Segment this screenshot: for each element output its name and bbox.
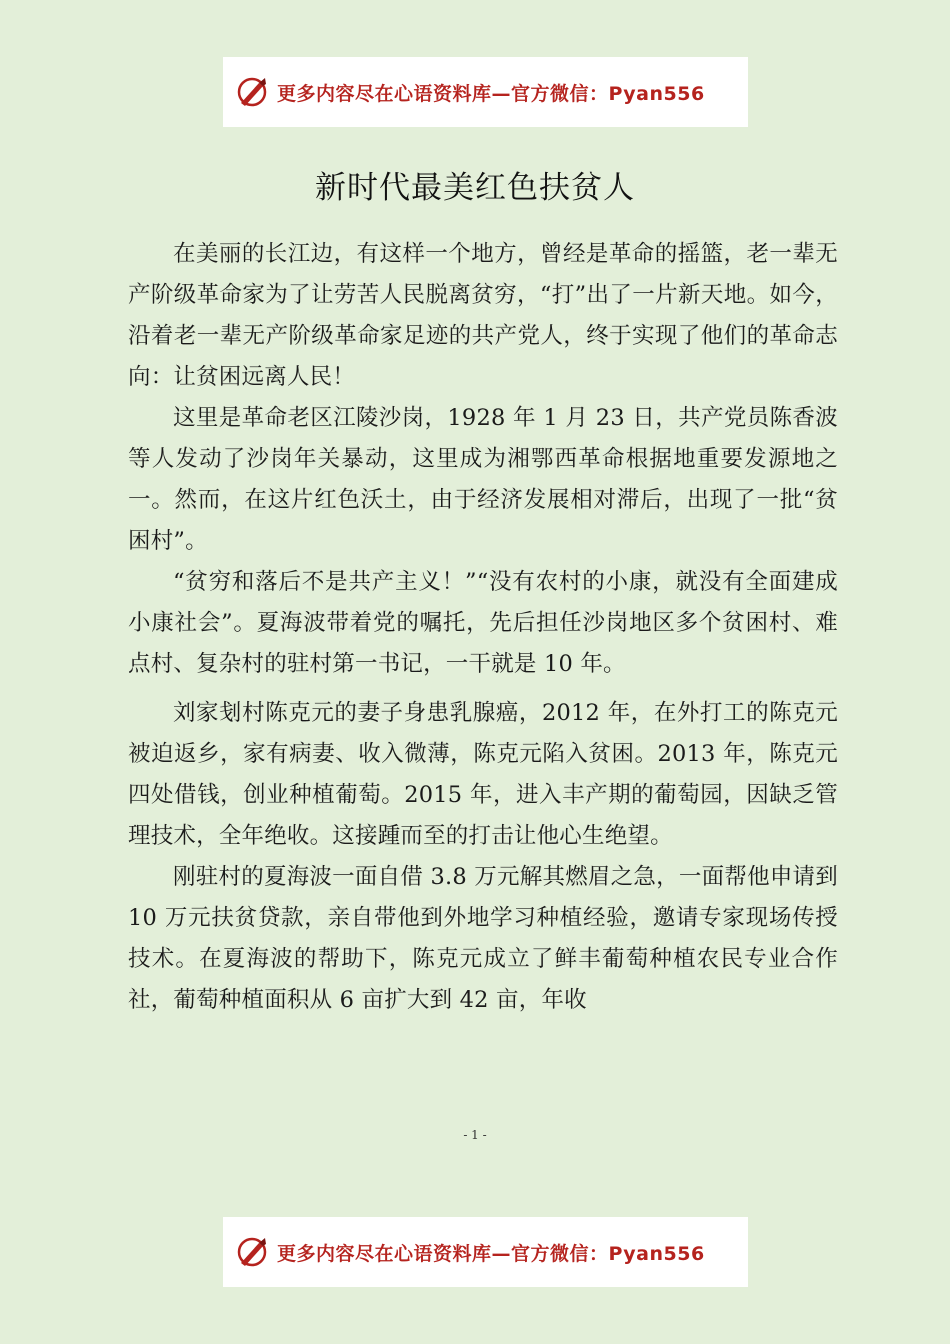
paragraph-1: 在美丽的长江边，有这样一个地方，曾经是革命的摇篮，老一辈无产阶级革命家为了让劳苦人民脱离贫穷，“打”出了一片新天地。如今，沿着老一辈无产阶级革命家足迹的共产党人，终于实现了他们的革命志向：让贫困远离人民！: [128, 241, 838, 390]
footer-banner-text: 更多内容尽在心语资料库—官方微信：Pyan556: [277, 1242, 705, 1265]
header-banner-text: 更多内容尽在心语资料库—官方微信：Pyan556: [277, 82, 705, 105]
pen-circle-logo-icon: [235, 75, 269, 109]
paragraph-2: 这里是革命老区江陵沙岗，1928 年 1 月 23 日，共产党员陈香波等人发动了沙岗年关暴动，这里成为湘鄂西革命根据地重要发源地之一。然而，在这片红色沃土，由于经济发展相对滞后，出现了一批“贫困村”。: [128, 405, 838, 554]
footer-banner: [223, 1217, 748, 1287]
header-banner: [223, 57, 748, 127]
document-title: 新时代最美红色扶贫人: [315, 170, 635, 206]
paragraph-4: 刘家刬村陈克元的妻子身患乳腺癌，2012 年，在外打工的陈克元被迫返乡，家有病妻、收入微薄，陈克元陷入贫困。2013 年，陈克元四处借钱，创业种植葡萄。2015 年，进入丰产期的葡萄园，因缺乏管理技术，全年绝收。这接踵而至的打击让他心生绝望。: [128, 700, 838, 849]
pen-circle-logo-icon: [235, 1235, 269, 1269]
paragraph-5: 刚驻村的夏海波一面自借 3.8 万元解其燃眉之急，一面帮他申请到 10 万元扶贫贷款，亲自带他到外地学习种植经验，邀请专家现场传授技术。在夏海波的帮助下，陈克元成立了鲜丰葡萄种植农民专业合作社，葡萄种植面积从 6 亩扩大到 42 亩，年收: [128, 864, 838, 1013]
page-number: - 1 -: [463, 1128, 487, 1142]
paragraph-3: “贫穷和落后不是共产主义！”“没有农村的小康，就没有全面建成小康社会”。夏海波带着党的嘱托，先后担任沙岗地区多个贫困村、难点村、复杂村的驻村第一书记，一干就是 10 年。: [128, 569, 838, 677]
document-body: [128, 234, 838, 1021]
